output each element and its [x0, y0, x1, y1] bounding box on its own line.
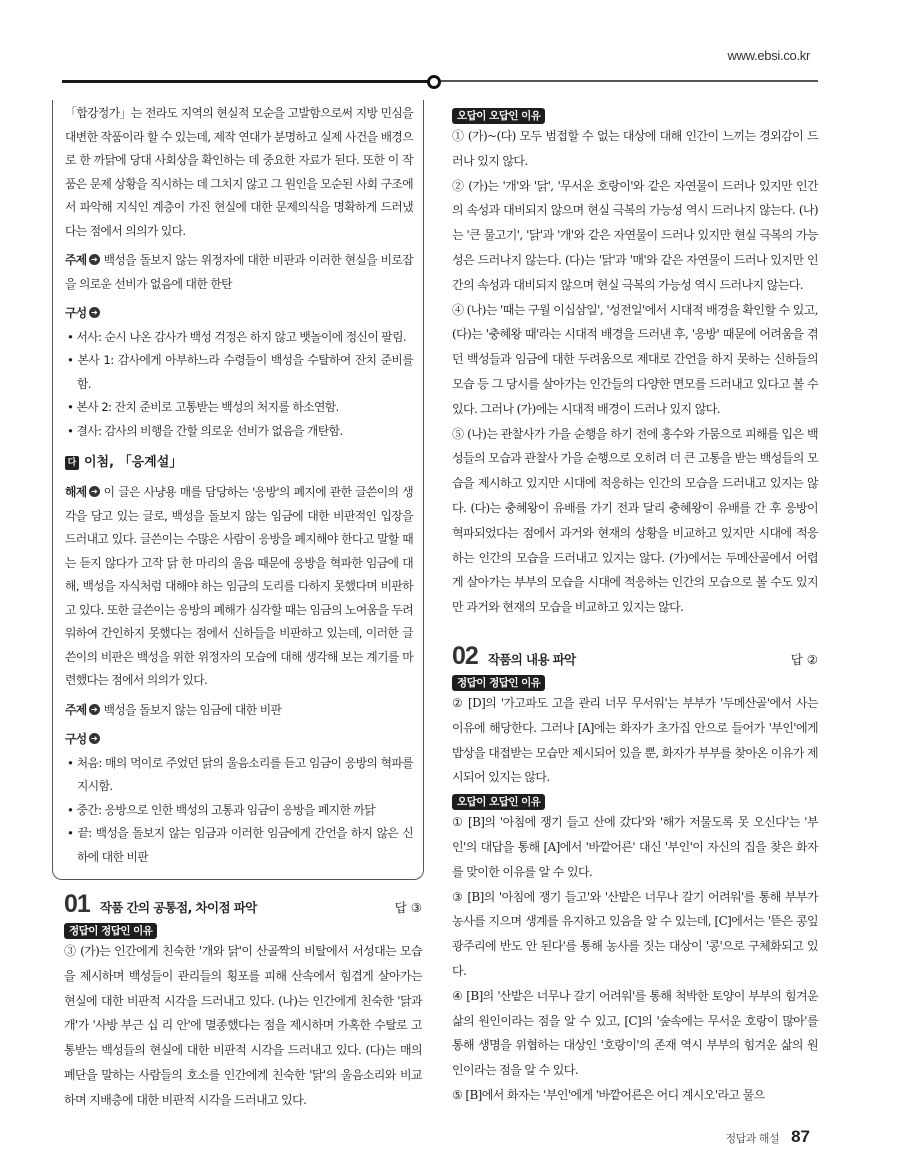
structure-item: • 결사: 감사의 비행을 간할 의로운 선비가 없음을 개탄함. [67, 423, 343, 438]
wrong-reason-item: ③ [B]의 '아침에 쟁기 들고'와 '산밭은 너무나 갈기 어려워'를 통해 부부가 농사를 지으며 생계를 유지하고 있음을 알 수 있는데, [C]에서는 '뜯은 콩잎 광주리에 반도 안 된다'를 통해 농사를 짓는 대상이 '콩'으로 구체화되고 있다. [452, 889, 818, 978]
arrow-right-icon: ➔ [89, 254, 100, 265]
header-rule-left [62, 80, 432, 83]
structure-item: • 본사 2: 잔치 준비로 고통받는 백성의 처지를 하소연함. [67, 400, 339, 414]
wrong-reason-item: ④ (나)는 '때는 구월 이십삼일', '성전일'에서 시대적 배경을 확인할 수 있고, (다)는 '충혜왕 때'라는 시대적 배경을 드러낸 후, '응방' 때문에 어려움을 겪던 백성들과 임금에 대한 두려움으로 제대로 간언을 하지 못하는 신하들의 모습 등 그 당시를 살아가는 인간들의 다양한 면모를 드러내고 있다고 볼 수 있다. 그러나 (가)에는 시대적 배경이 드러나 있지 않다. [452, 302, 818, 416]
page-number: 87 [791, 1127, 810, 1146]
question-2-header [452, 642, 818, 671]
structure-1-heading [65, 302, 413, 326]
commentary-text: 이 글은 사냥용 매를 담당하는 '응방'의 폐지에 관한 글쓴이의 생각을 담고 있는 글로, 백성을 돌보지 않는 임금에 대한 비판적인 입장을 드러내고 있다. 글쓴이는 수많은 사람이 응방을 폐지해야 한다고 말할 때는 듣지 않다가 고작 닭 한 마리의 울음 때문에 응방을 혁파한 임금에 대해, 백성을 자식처럼 대해야 하는 임금의 도리를 다하지 못했다며 비판하고 있다. 또한 글쓴이는 응방의 폐해가 심각할 때는 임금의 노여움을 두려워하여 간인하지 못했다는 점에서 신하들을 비판하고 있는데, 이러한 글쓴이의 비판은 백성을 위한 위정자의 모습에 대해 생각해 보는 계기를 마련했다는 점에서 의의가 있다. [65, 485, 413, 687]
wrong-reason-badge: 오답이 오답인 이유 [452, 794, 545, 810]
wrong-reason-item: ⑤ [B]에서 화자는 '부인'에게 '바깥어른은 어디 계시오'라고 물으 [452, 1087, 765, 1102]
right-column [452, 104, 818, 1108]
question-answer: 답 ② [790, 651, 818, 667]
correct-reason-badge: 정답이 정답인 이유 [452, 675, 545, 691]
theme-2 [65, 699, 413, 723]
footer-label: 정답과 해설 [725, 1132, 780, 1145]
theme-1 [65, 249, 413, 296]
theme-label: 주제 [65, 702, 87, 717]
correct-reason-text: ③ (가)는 인간에게 친숙한 '개와 닭'이 산골짝의 비탈에서 서성대는 모습을 제시하며 백성들이 관리들의 횡포를 피해 산속에서 힘겹게 살아가는 현실에 대한 비판적 시각을 드러내고 있다. (나)는 인간에게 친숙한 '닭과 개'가 '사방 부근 십 리 안'에 멸종했다는 점을 제시하며 가혹한 수탈로 고통받는 백성들의 현실에 대한 비판적 시각을 드러내고 있다. (다)는 매의 폐단을 말하는 사람들의 호소를 인간에게 친숙한 '닭'의 울음소리와 비교하며 지배층에 대한 비판적 시각을 드러내고 있다. [64, 944, 422, 1107]
arrow-right-icon: ➔ [89, 307, 100, 318]
structure-item: • 본사 1: 감사에게 아부하느라 수령들이 백성을 수탈하여 잔치 준비를 함. [67, 353, 414, 391]
work-summary-box [52, 100, 424, 880]
wrong-reason-item: ⑤ (나)는 관찰사가 가을 순행을 하기 전에 홍수와 가뭄으로 피해를 입은 백성들의 모습과 관찰사 가을 순행으로 오히려 더 큰 고통을 받는 백성들의 모습을 제시하고 있지만 시대에 적응하는 인간의 모습을 드러내고 있지는 않다. (다)는 충혜왕이 유배를 가기 전과 달리 충혜왕이 유배를 간 후 응방이 혁파되었다는 점에서 과거와 현재의 상황을 비교하고 있지만 시대에 적응하는 인간의 모습을 드러내고 있지는 않다. (가)에서는 두메산골에서 어렵게 살아가는 부부의 모습을 시대에 적응하는 인간의 모습으로 볼 수도 있지만 과거와 현재의 모습을 비교하고 있지는 않다. [452, 426, 818, 615]
intro-paragraph: 「합강정가」는 전라도 지역의 현실적 모순을 고발함으로써 지방 민심을 대변한 작품이라 할 수 있는데, 제작 연대가 분명하고 실제 사건을 배경으로 한 까닭에 당대 사회상을 확인하는 데 중요한 자료가 된다. 또한 이 작품은 문제 상황을 직시하는 데 그치지 않고 그 원인을 모순된 사회 구조에서 파악해 지식인 계층이 가진 현실에 대한 문제의식을 명확하게 드러냈다는 점에서 의의가 있다. [65, 106, 413, 238]
structure-label: 구성 [65, 306, 87, 320]
structure-2-heading [65, 728, 413, 752]
site-url: www.ebsi.co.kr [727, 48, 810, 63]
structure-item: • 처음: 매의 먹이로 주었던 닭의 울음소리를 듣고 임금이 응방의 혁파를 지시함. [67, 755, 413, 793]
question-number: 01 [64, 890, 90, 918]
page-footer [725, 1127, 810, 1147]
header-rule-dot [427, 75, 441, 89]
wrong-reason-item: ② (가)는 '개'와 '닭', '무서운 호랑이'와 같은 자연물이 드러나 있지만 인간의 속성과 대비되지 않으며 현실 극복의 가능성 역시 드러나지 않는다. (나)는 '큰 물고기', '닭'과 '개'와 같은 자연물이 드러나 있지만 현실 극복의 가능성은 드러나지 않는다. (다)는 '닭'과 '매'와 같은 자연물이 드러나 있지만 인간의 속성과 대비되지 않으며 현실 극복의 가능성 역시 드러나지 않는다. [452, 178, 818, 292]
question-title: 작품의 내용 파악 [487, 651, 576, 667]
commentary-label: 해제 [65, 485, 87, 499]
question-title: 작품 간의 공통점, 차이점 파악 [99, 900, 257, 915]
arrow-right-icon: ➔ [89, 486, 100, 497]
work-marker-icon: 다 [65, 456, 79, 470]
structure-item: • 서사: 순시 나온 감사가 백성 걱정은 하지 않고 뱃놀이에 정신이 팔림. [67, 329, 407, 344]
correct-reason-text: ② [D]의 '가고파도 고을 관리 너무 무서워'는 부부가 '두메산골'에서 사는 이유에 해당한다. 그러나 [A]에는 화자가 초가집 안으로 들어가 '부인'에게 밥상을 대접받는 모습만 제시되어 있을 뿐, 화자가 부부를 찾아온 이유가 제시되어 있지는 않다. [452, 695, 818, 785]
structure-item: • 중간: 응방으로 인한 백성의 고통과 임금이 응방을 폐지한 까닭 [67, 802, 375, 817]
correct-reason-badge: 정답이 정답인 이유 [64, 923, 157, 939]
theme-text: 백성을 돌보지 않는 임금에 대한 비판 [103, 702, 282, 717]
left-column [64, 100, 422, 1113]
arrow-right-icon: ➔ [89, 704, 100, 715]
question-answer: 답 ③ [394, 900, 422, 915]
wrong-reason-item: ④ [B]의 '산밭은 너무나 갈기 어려워'를 통해 척박한 토양이 부부의 힘겨운 삶의 원인이라는 점을 알 수 있고, [C]의 '숲속에는 무서운 호랑이 많아'를 통해 생명을 위협하는 대상인 '호랑이'의 존재 역시 부부의 힘겨운 삶의 원인이라는 점을 알 수 있다. [452, 988, 818, 1078]
arrow-right-icon: ➔ [89, 733, 100, 744]
wrong-reason-item: ① [B]의 '아침에 쟁기 들고 산에 갔다'와 '해가 저물도록 못 오신다'는 '부인'의 대답을 통해 [A]에서 '바깥어른' 대신 '부인'이 자신의 집을 찾은 화자를 맞이한 이유를 알 수 있다. [452, 815, 818, 879]
question-1-header [64, 890, 422, 919]
work-title-text: 이첨, 「응계설」 [84, 455, 183, 470]
structure-item: • 끝: 백성을 돌보지 않는 임금과 이러한 임금에게 간언을 하지 않은 신하에 대한 비판 [67, 826, 413, 864]
wrong-reason-item: ① (가)~(다) 모두 범접할 수 없는 대상에 대해 인간이 느끼는 경외감이 드러나 있지 않다. [452, 129, 818, 168]
structure-label: 구성 [65, 732, 87, 746]
header-rule-right [438, 80, 818, 82]
question-number: 02 [452, 641, 478, 670]
wrong-reason-badge: 오답이 오답인 이유 [452, 108, 545, 124]
theme-label: 주제 [65, 253, 87, 267]
theme-text: 백성을 돌보지 않는 위정자에 대한 비판과 이러한 현실을 비로잡을 의로운 선비가 없음에 대한 한탄 [65, 253, 413, 291]
work-title [65, 451, 413, 475]
commentary [65, 481, 413, 693]
